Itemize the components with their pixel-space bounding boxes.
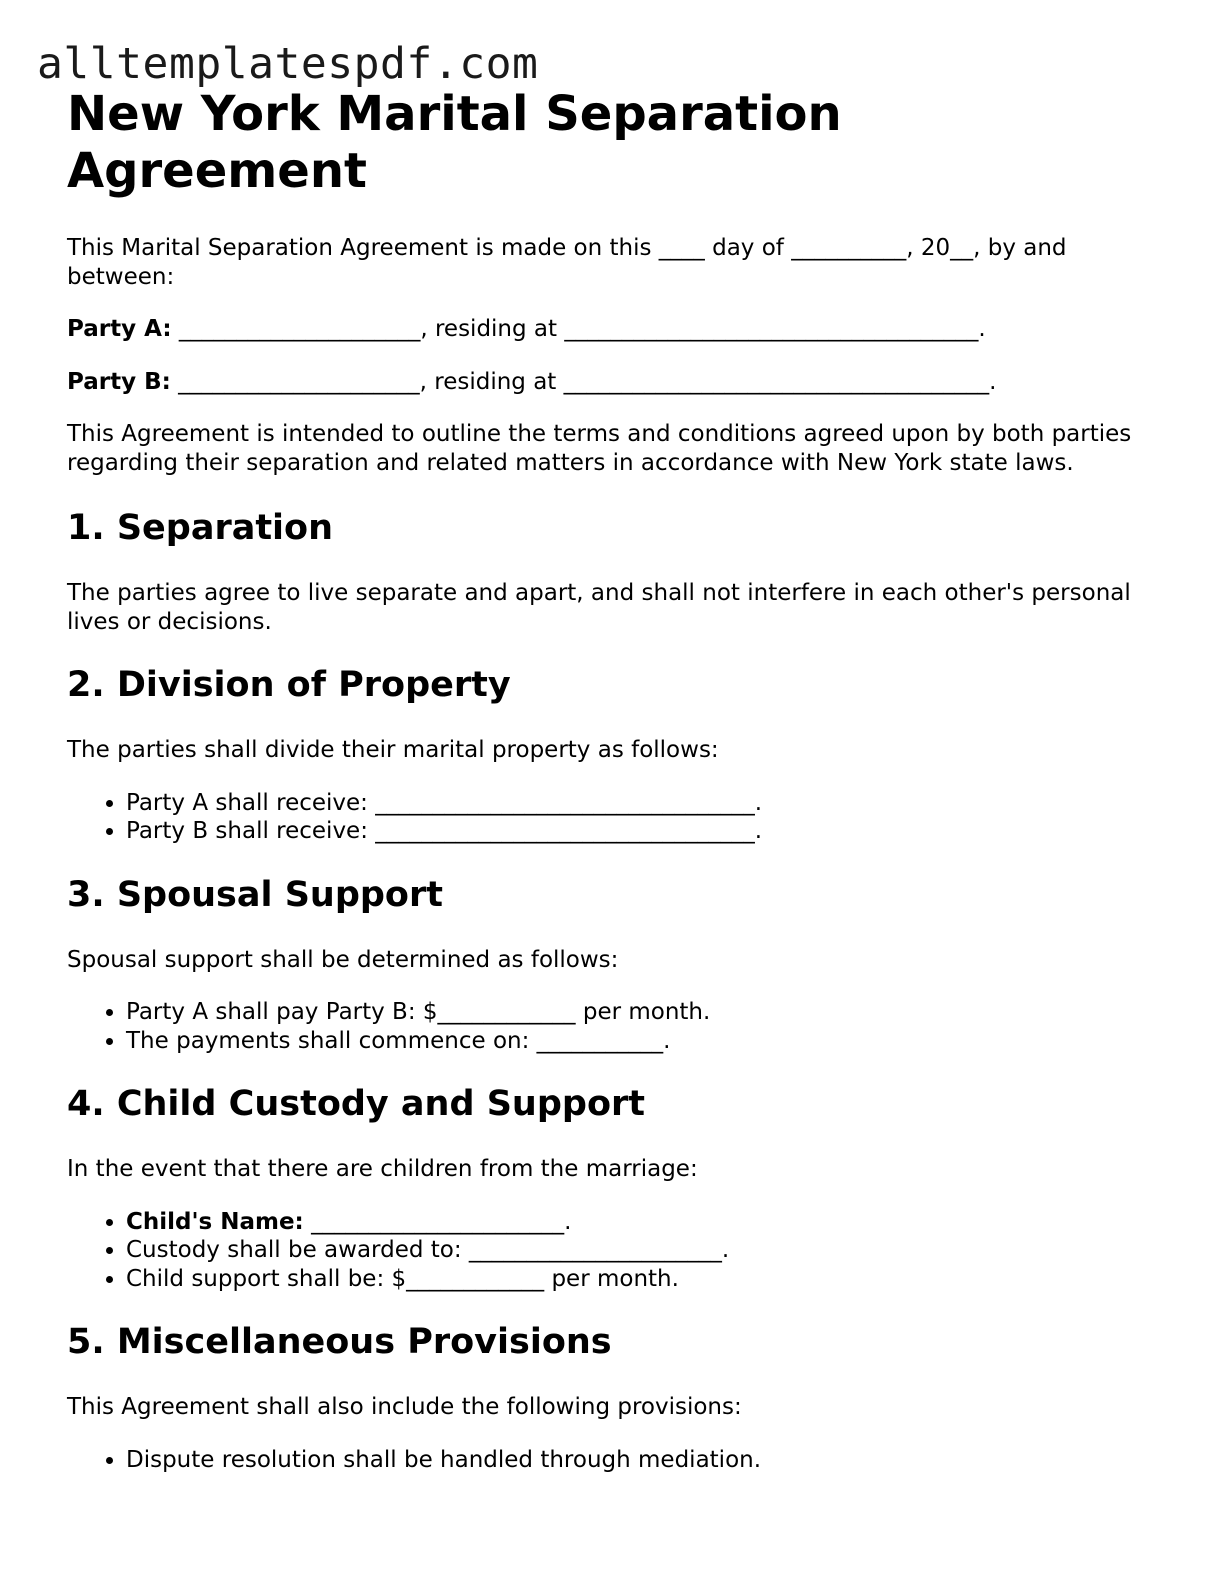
child-list	[67, 1208, 1147, 1294]
list-item: • Child support shall be: $____________ per month.	[126, 1265, 1147, 1294]
party-b-line	[67, 368, 1147, 397]
section-property-body: The parties shall divide their marital property as follows:	[67, 737, 719, 763]
list-item: • Party B shall receive: _________________________________.	[126, 817, 1147, 846]
intro-paragraph: This Marital Separation Agreement is made on this ____ day of __________, 20__, by and between:	[67, 235, 1067, 290]
document-title: New York Marital Separation Agreement	[67, 86, 842, 199]
child-name-blank: ______________________.	[303, 1208, 572, 1235]
section-separation-heading: 1. Separation	[67, 508, 334, 548]
party-a-label: Party A:	[67, 316, 172, 342]
watermark-text: alltemplatespdf.com	[37, 39, 539, 89]
party-b-blank: _____________________, residing at _____________________________________.	[170, 368, 997, 395]
list-item: • Party A shall pay Party B: $____________ per month.	[126, 998, 1147, 1027]
section-separation-body: The parties agree to live separate and apart, and shall not interfere in each other's personal lives or decisions.	[67, 580, 1131, 635]
section-property-heading: 2. Division of Property	[67, 665, 511, 705]
document-page	[67, 86, 1147, 1474]
section-misc-heading: 5. Miscellaneous Provisions	[67, 1322, 612, 1362]
list-item: • Party A shall receive: _________________________________.	[126, 789, 1147, 818]
section-child-body: In the event that there are children from the marriage:	[67, 1156, 698, 1182]
spousal-list	[67, 998, 1147, 1055]
list-item-child-name	[126, 1208, 1147, 1237]
section-spousal-heading: 3. Spousal Support	[67, 874, 443, 915]
list-item: • The payments shall commence on: ___________.	[126, 1027, 1147, 1056]
party-a-line	[67, 315, 1147, 344]
list-item: • Dispute resolution shall be handled through mediation.	[126, 1446, 1147, 1475]
purpose-paragraph: This Agreement is intended to outline the terms and conditions agreed upon by both parties regarding their separation and related matters in accordance with New York state laws.	[67, 421, 1132, 476]
section-spousal-body: Spousal support shall be determined as follows:	[67, 946, 619, 973]
section-child-heading: 4. Child Custody and Support	[67, 1084, 645, 1124]
list-item: • Custody shall be awarded to: ______________________.	[126, 1236, 1147, 1265]
child-name-label: Child's Name:	[126, 1208, 304, 1235]
party-b-label: Party B:	[67, 368, 171, 395]
party-a-blank: _____________________, residing at ____________________________________.	[171, 316, 986, 342]
misc-list	[67, 1446, 1147, 1475]
property-list	[67, 789, 1147, 846]
section-misc-body: This Agreement shall also include the following provisions:	[67, 1394, 742, 1420]
